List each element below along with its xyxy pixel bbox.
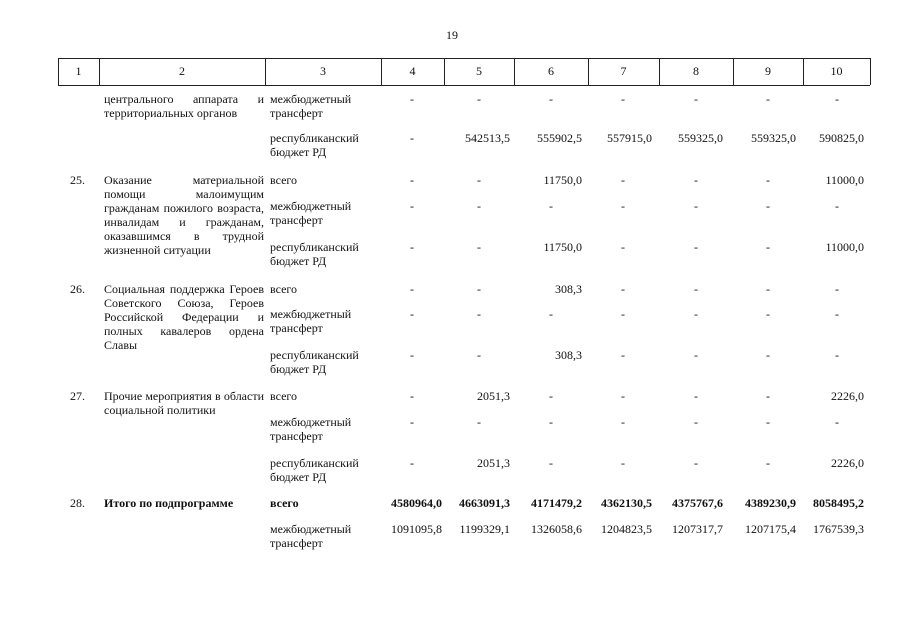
value-cell: - [621,389,625,403]
value-cell: - [694,415,698,429]
value-cell: 2051,3 [477,456,510,470]
value-cell: - [477,92,481,106]
value-cell: - [694,173,698,187]
value-cell: - [694,92,698,106]
value-cell: - [549,92,553,106]
value-cell: - [621,307,625,321]
value-cell: 4389230,9 [745,496,796,510]
value-cell: - [766,348,770,362]
value-cell: - [477,240,481,254]
value-cell: - [835,307,839,321]
funding-type: межбюджетный трансферт [270,307,352,335]
funding-type: межбюджетный трансферт [270,415,352,443]
value-cell: 590825,0 [819,131,864,145]
table-header-top-border [58,58,870,59]
value-cell: - [410,282,414,296]
value-cell: - [410,240,414,254]
column-header: 8 [693,64,699,78]
funding-type: межбюджетный трансферт [270,522,352,550]
funding-type: республиканский бюджет РД [270,240,359,268]
value-cell: - [410,348,414,362]
value-cell: - [410,415,414,429]
page-number: 19 [446,28,458,42]
value-cell: 1091095,8 [391,522,442,536]
row-description: Итого по подпрограмме [104,496,234,510]
value-cell: - [766,307,770,321]
row-number: 27. [70,389,85,403]
value-cell: - [621,173,625,187]
column-header: 10 [830,64,843,78]
value-cell: 11000,0 [825,240,864,254]
table-header-bottom-border [58,85,870,86]
row-description: Социальная поддержка Героев Советского Союза, Героев Российской Федерации и полных кавалеров ордена Славы [104,282,264,352]
value-cell: 1199329,1 [459,522,510,536]
value-cell: 1326058,6 [531,522,582,536]
value-cell: 4663091,3 [459,496,510,510]
funding-type: республиканский бюджет РД [270,456,359,484]
value-cell: - [766,282,770,296]
value-cell: - [477,348,481,362]
value-cell: - [766,92,770,106]
funding-type: межбюджетный трансферт [270,92,352,120]
column-header: 6 [548,64,554,78]
value-cell: - [549,415,553,429]
column-header: 2 [179,64,185,78]
value-cell: 308,3 [555,282,582,296]
funding-type: всего [270,496,299,510]
value-cell: - [694,348,698,362]
funding-type: всего [270,173,298,187]
value-cell: - [835,282,839,296]
value-cell: - [549,199,553,213]
value-cell: - [621,92,625,106]
value-cell: - [410,389,414,403]
value-cell: - [766,199,770,213]
value-cell: 4171479,2 [531,496,582,510]
funding-type: республиканский бюджет РД [270,131,359,159]
column-header: 7 [620,64,627,78]
value-cell: - [766,389,770,403]
value-cell: - [621,240,625,254]
column-header: 9 [765,64,771,78]
value-cell: - [410,173,414,187]
value-cell: 308,3 [555,348,582,362]
funding-type: межбюджетный трансферт [270,199,352,227]
row-description: Оказание материальной помощи малоимущим гражданам пожилого возраста, инвалидам и гражданам, оказавшимся в трудной жизненной ситуации [104,173,264,257]
value-cell: - [410,131,414,145]
value-cell: - [766,240,770,254]
value-cell: 2051,3 [477,389,510,403]
value-cell: - [549,456,553,470]
value-cell: 2226,0 [831,456,864,470]
value-cell: - [621,348,625,362]
value-cell: - [477,415,481,429]
value-cell: - [694,199,698,213]
value-cell: - [621,456,625,470]
value-cell: - [621,415,625,429]
value-cell: - [835,92,839,106]
row-number: 26. [70,282,85,296]
value-cell: - [835,348,839,362]
value-cell: - [835,415,839,429]
value-cell: - [477,199,481,213]
value-cell: 2226,0 [831,389,864,403]
funding-type: всего [270,282,298,296]
value-cell: - [694,240,698,254]
value-cell: - [477,282,481,296]
value-cell: 11750,0 [543,173,582,187]
value-cell: - [694,389,698,403]
value-cell: 542513,5 [465,131,510,145]
value-cell: - [766,456,770,470]
value-cell: - [621,282,625,296]
column-header: 5 [476,64,482,78]
row-number: 25. [70,173,85,187]
value-cell: 559325,0 [678,131,723,145]
value-cell: 11750,0 [543,240,582,254]
value-cell: 555902,5 [537,131,582,145]
row-number: 28. [70,496,85,510]
value-cell: - [410,307,414,321]
column-header: 1 [75,64,82,78]
value-cell: 1207175,4 [745,522,796,536]
value-cell: 11000,0 [825,173,864,187]
column-header: 3 [320,64,326,78]
value-cell: - [694,282,698,296]
value-cell: - [549,307,553,321]
value-cell: - [477,173,481,187]
value-cell: 8058495,2 [813,496,864,510]
value-cell: - [766,173,770,187]
value-cell: - [549,389,553,403]
value-cell: - [410,199,414,213]
funding-type: республиканский бюджет РД [270,348,359,376]
column-header: 4 [409,64,416,78]
value-cell: 4580964,0 [391,496,442,510]
value-cell: 4362130,5 [601,496,652,510]
value-cell: - [477,307,481,321]
value-cell: 4375767,6 [672,496,723,510]
value-cell: 1767539,3 [813,522,864,536]
value-cell: - [410,92,414,106]
value-cell: - [694,456,698,470]
row-description: Прочие мероприятия в области социальной политики [104,389,264,417]
value-cell: 559325,0 [751,131,796,145]
value-cell: 1204823,5 [601,522,652,536]
row-description: центрального аппарата и территориальных органов [104,92,264,120]
value-cell: - [410,456,414,470]
value-cell: - [766,415,770,429]
value-cell: - [694,307,698,321]
value-cell: - [835,199,839,213]
value-cell: - [621,199,625,213]
table-header-divider [870,58,871,85]
value-cell: 1207317,7 [672,522,723,536]
funding-type: всего [270,389,298,403]
value-cell: 557915,0 [607,131,652,145]
